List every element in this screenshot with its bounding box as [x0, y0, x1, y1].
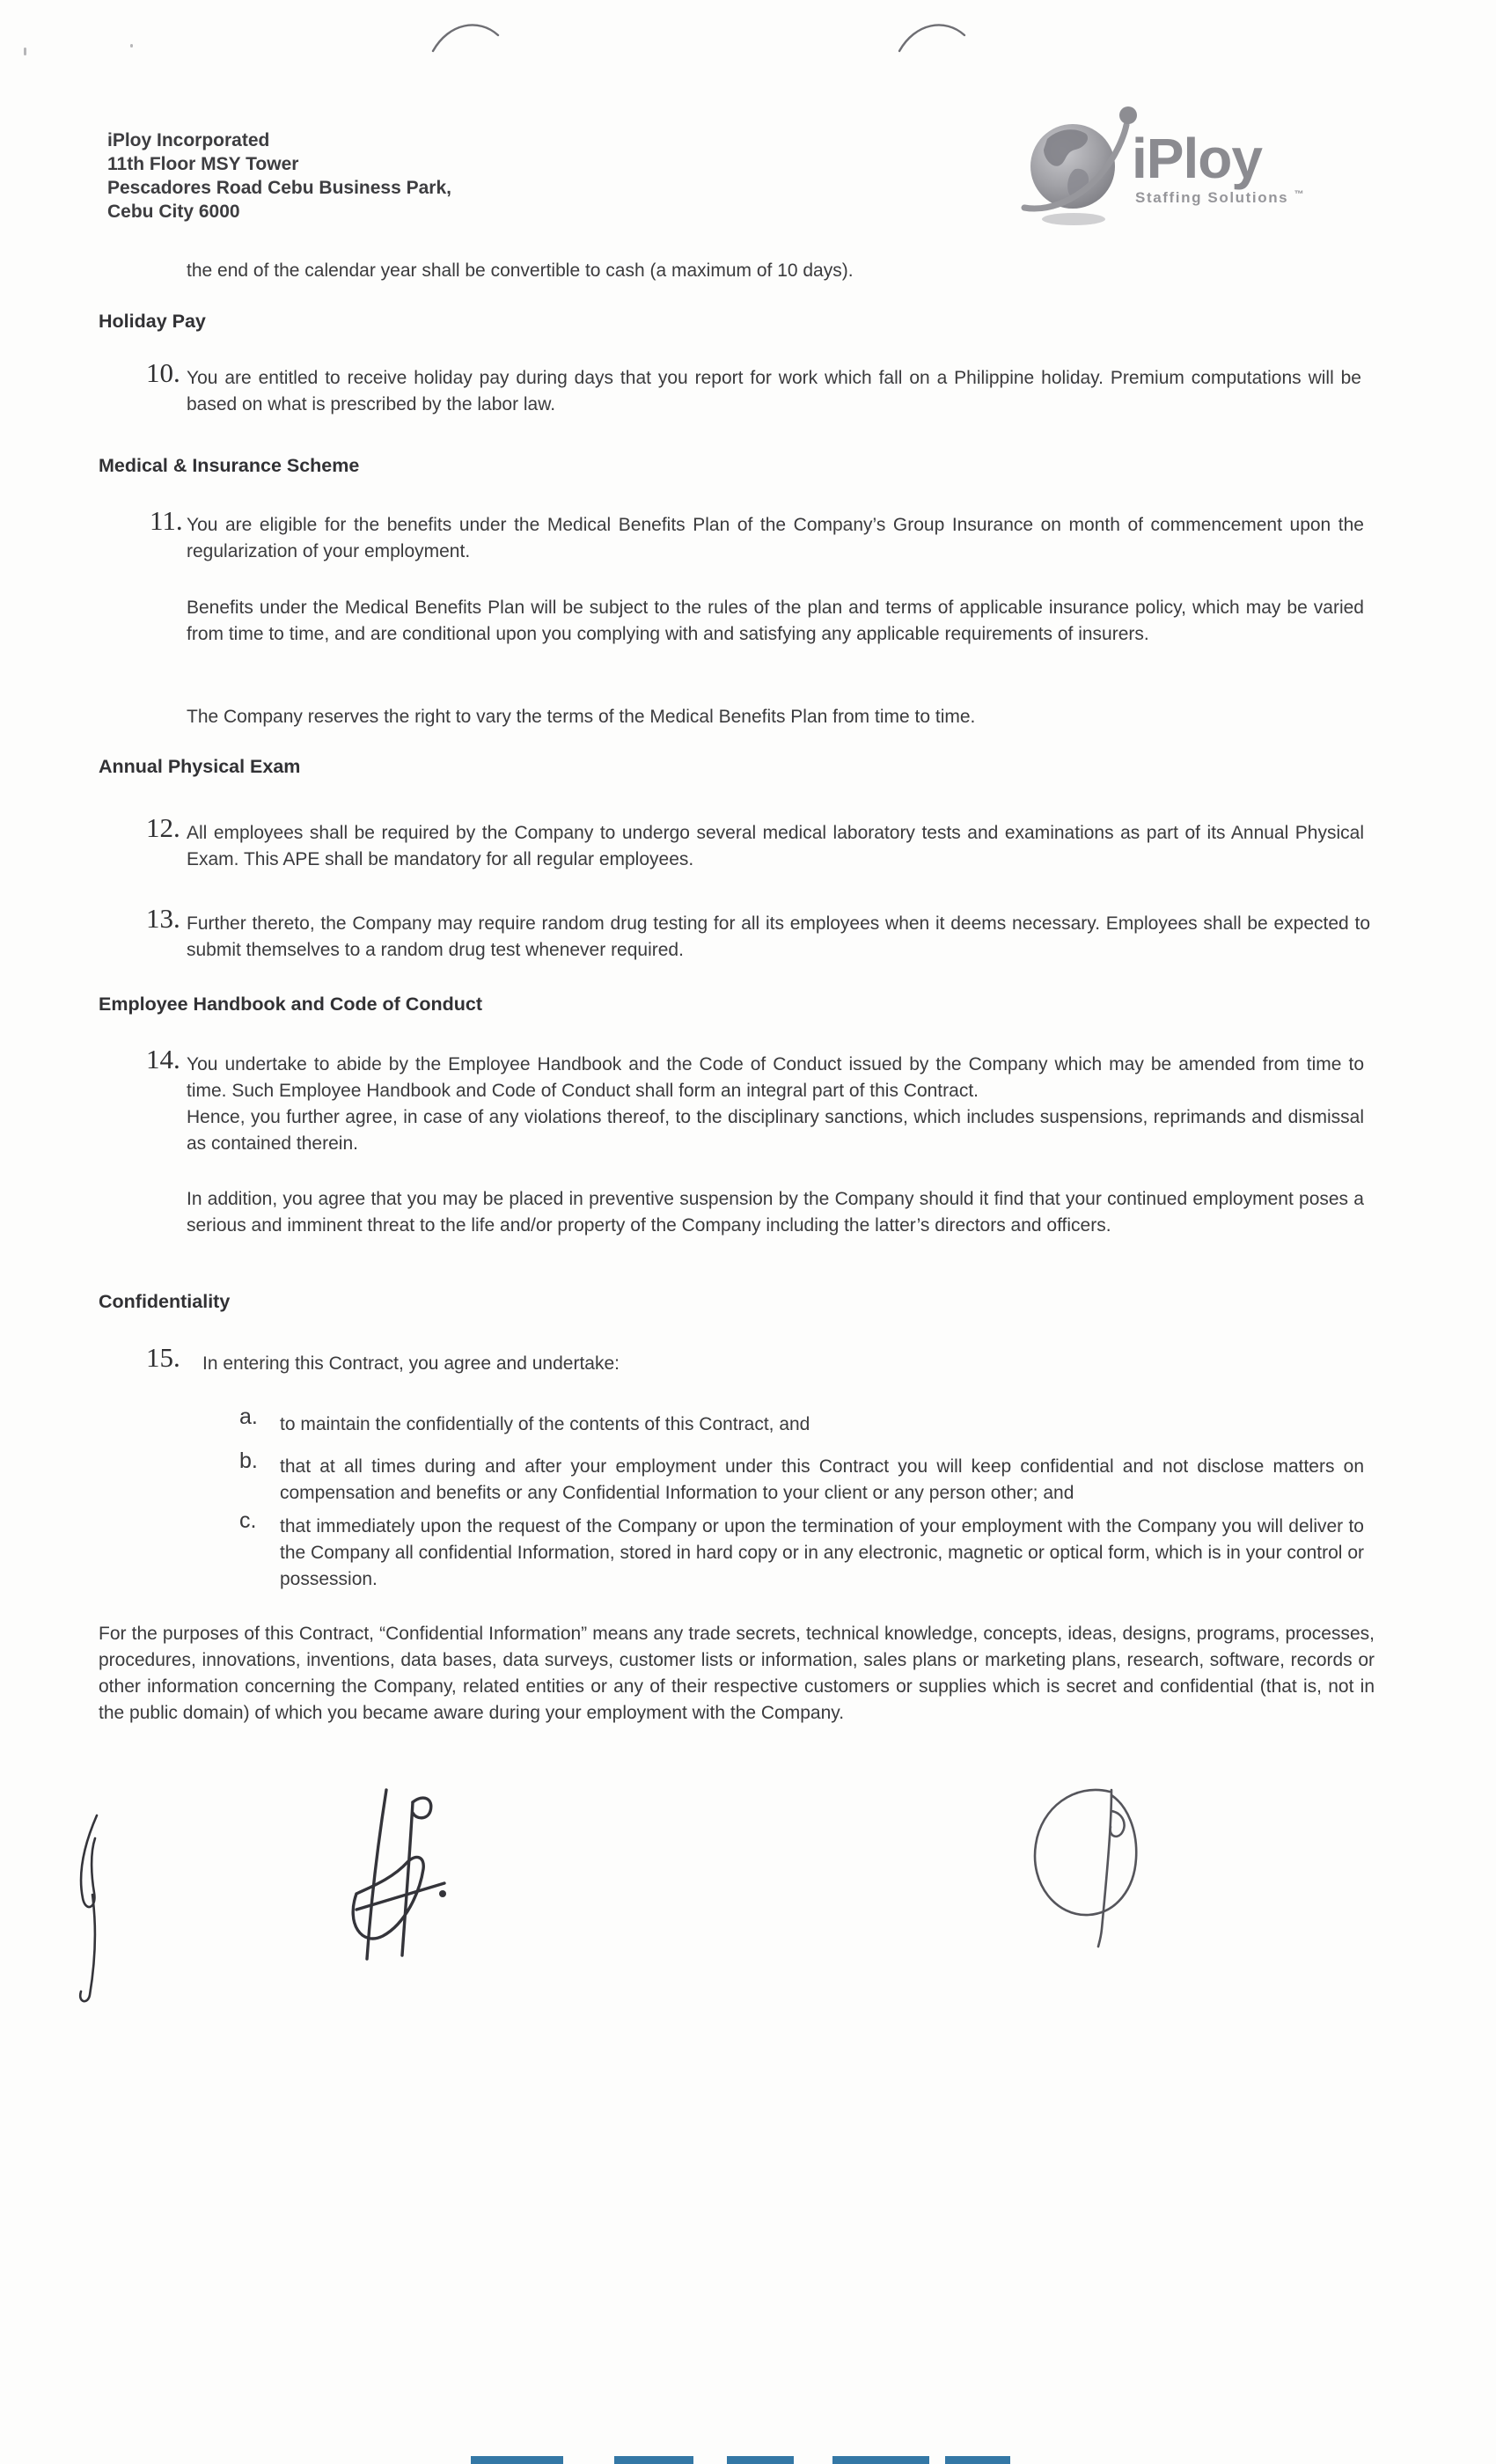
- list-item-text: All employees shall be required by the Company to undergo several medical laboratory tests and examinations as part of its Annual Physical Exam. This APE shall be mandatory for all regular employees.: [187, 823, 1364, 869]
- scan-speck: [24, 48, 26, 55]
- list-item-number: 14.: [146, 1044, 180, 1074]
- brand-name: iPloy: [1132, 127, 1262, 190]
- footer-color-dash: [471, 2456, 563, 2464]
- section-heading-confidentiality: Confidentiality: [99, 1291, 231, 1312]
- company-address: [107, 128, 451, 224]
- list-item-number: 13.: [146, 903, 180, 934]
- list-item-text: Hence, you further agree, in case of any violations thereof, to the disciplinary sanctions, which includes suspensions, reprimands and dismissal as contained therein.: [187, 1107, 1364, 1154]
- list-item-number: 15.: [146, 1342, 180, 1373]
- address-line: Cebu City 6000: [107, 202, 240, 222]
- scan-artifact-page-curl-right: [896, 16, 970, 56]
- right-ink-signature: [1025, 1783, 1157, 1954]
- sub-item-text: that immediately upon the request of the Company or upon the termination of your employment with the Company you will deliver to the Company all confidential Information, stored in hard copy or in any electronic, magnetic or optical form, which is in your control or possession.: [280, 1516, 1364, 1589]
- sub-item-text: that at all times during and after your employment under this Contract you will keep confidential and not disclose matters on compensation and benefits or any Confidential Information to your client or any person other; and: [280, 1456, 1364, 1503]
- section-heading-annual-physical-exam: Annual Physical Exam: [99, 756, 301, 777]
- address-line: Pescadores Road Cebu Business Park,: [107, 178, 451, 198]
- brand-logo: [1021, 104, 1305, 229]
- list-item-number: 12.: [146, 812, 180, 843]
- list-item-text: In entering this Contract, you agree and undertake:: [202, 1353, 620, 1374]
- section-heading-holiday-pay: Holiday Pay: [99, 311, 206, 332]
- list-item-text: You are entitled to receive holiday pay during days that you report for work which fall on a Philippine holiday. Premium computations will be based on what is prescribed by the labor law.: [187, 368, 1361, 414]
- section-heading-employee-handbook: Employee Handbook and Code of Conduct: [99, 994, 482, 1015]
- trademark-mark: ™: [1294, 189, 1306, 200]
- intro-line: the end of the calendar year shall be convertible to cash (a maximum of 10 days).: [187, 260, 854, 281]
- ink-dot: [439, 1890, 446, 1897]
- scan-artifact-page-curl-left: [429, 16, 503, 56]
- list-item-text: Benefits under the Medical Benefits Plan will be subject to the rules of the plan and terms of applicable insurance policy, which may be varied from time to time, and are conditional upon you complying with and satisfying any applicable requirements of insurers.: [187, 598, 1364, 644]
- footer-color-dash: [832, 2456, 929, 2464]
- left-ink-signature: [67, 1808, 111, 2015]
- section-heading-medical-insurance: Medical & Insurance Scheme: [99, 455, 360, 476]
- brand-tagline: [1135, 189, 1305, 207]
- scan-speck: [130, 44, 133, 48]
- footer-color-dash: [614, 2456, 693, 2464]
- list-item-number: 11.: [150, 505, 183, 536]
- center-ink-signature: [330, 1785, 458, 1965]
- sub-item-letter: c.: [239, 1508, 257, 1533]
- list-item-text: Further thereto, the Company may require random drug testing for all its employees when it deems necessary. Employees shall be expected to submit themselves to a random drug test whenever required.: [187, 913, 1370, 960]
- address-line: 11th Floor MSY Tower: [107, 154, 299, 174]
- list-item-text: The Company reserves the right to vary the terms of the Medical Benefits Plan from time to time.: [187, 707, 976, 727]
- sub-item-letter: a.: [239, 1404, 258, 1429]
- closing-paragraph: For the purposes of this Contract, “Confidential Information” means any trade secrets, technical knowledge, concepts, ideas, designs, programs, processes, procedures, innovations, inventions, data bases, data surveys, customer lists or information, sales plans or marketing plans, research, software, records or other information concerning the Company, related entities or any of their respective customers or supplies which is secret and confidential (that is, not in the public domain) of which you became aware during your employment with the Company.: [99, 1624, 1375, 1723]
- list-item-text: In addition, you agree that you may be placed in preventive suspension by the Company should it find that your continued employment poses a serious and imminent threat to the life and/or property of the Company including the latter’s directors and officers.: [187, 1189, 1364, 1236]
- list-item-number: 10.: [146, 357, 180, 388]
- list-item-text: You are eligible for the benefits under the Medical Benefits Plan of the Company’s Group Insurance on month of commencement upon the regularization of your employment.: [187, 515, 1364, 561]
- address-line: iPloy Incorporated: [107, 130, 270, 150]
- brand-tagline-text: Staffing Solutions: [1135, 189, 1289, 206]
- globe-swoosh-icon: [1021, 104, 1140, 229]
- list-item-text: You undertake to abide by the Employee Handbook and the Code of Conduct issued by the Company which may be amended from time to time. Such Employee Handbook and Code of Conduct shall form an integral part of this Contract.: [187, 1054, 1364, 1101]
- brand-lockup: [1132, 127, 1306, 207]
- sub-item-text: to maintain the confidentially of the contents of this Contract, and: [280, 1414, 810, 1434]
- footer-color-dash: [945, 2456, 1010, 2464]
- sub-item-letter: b.: [239, 1448, 258, 1473]
- footer-color-dash: [727, 2456, 794, 2464]
